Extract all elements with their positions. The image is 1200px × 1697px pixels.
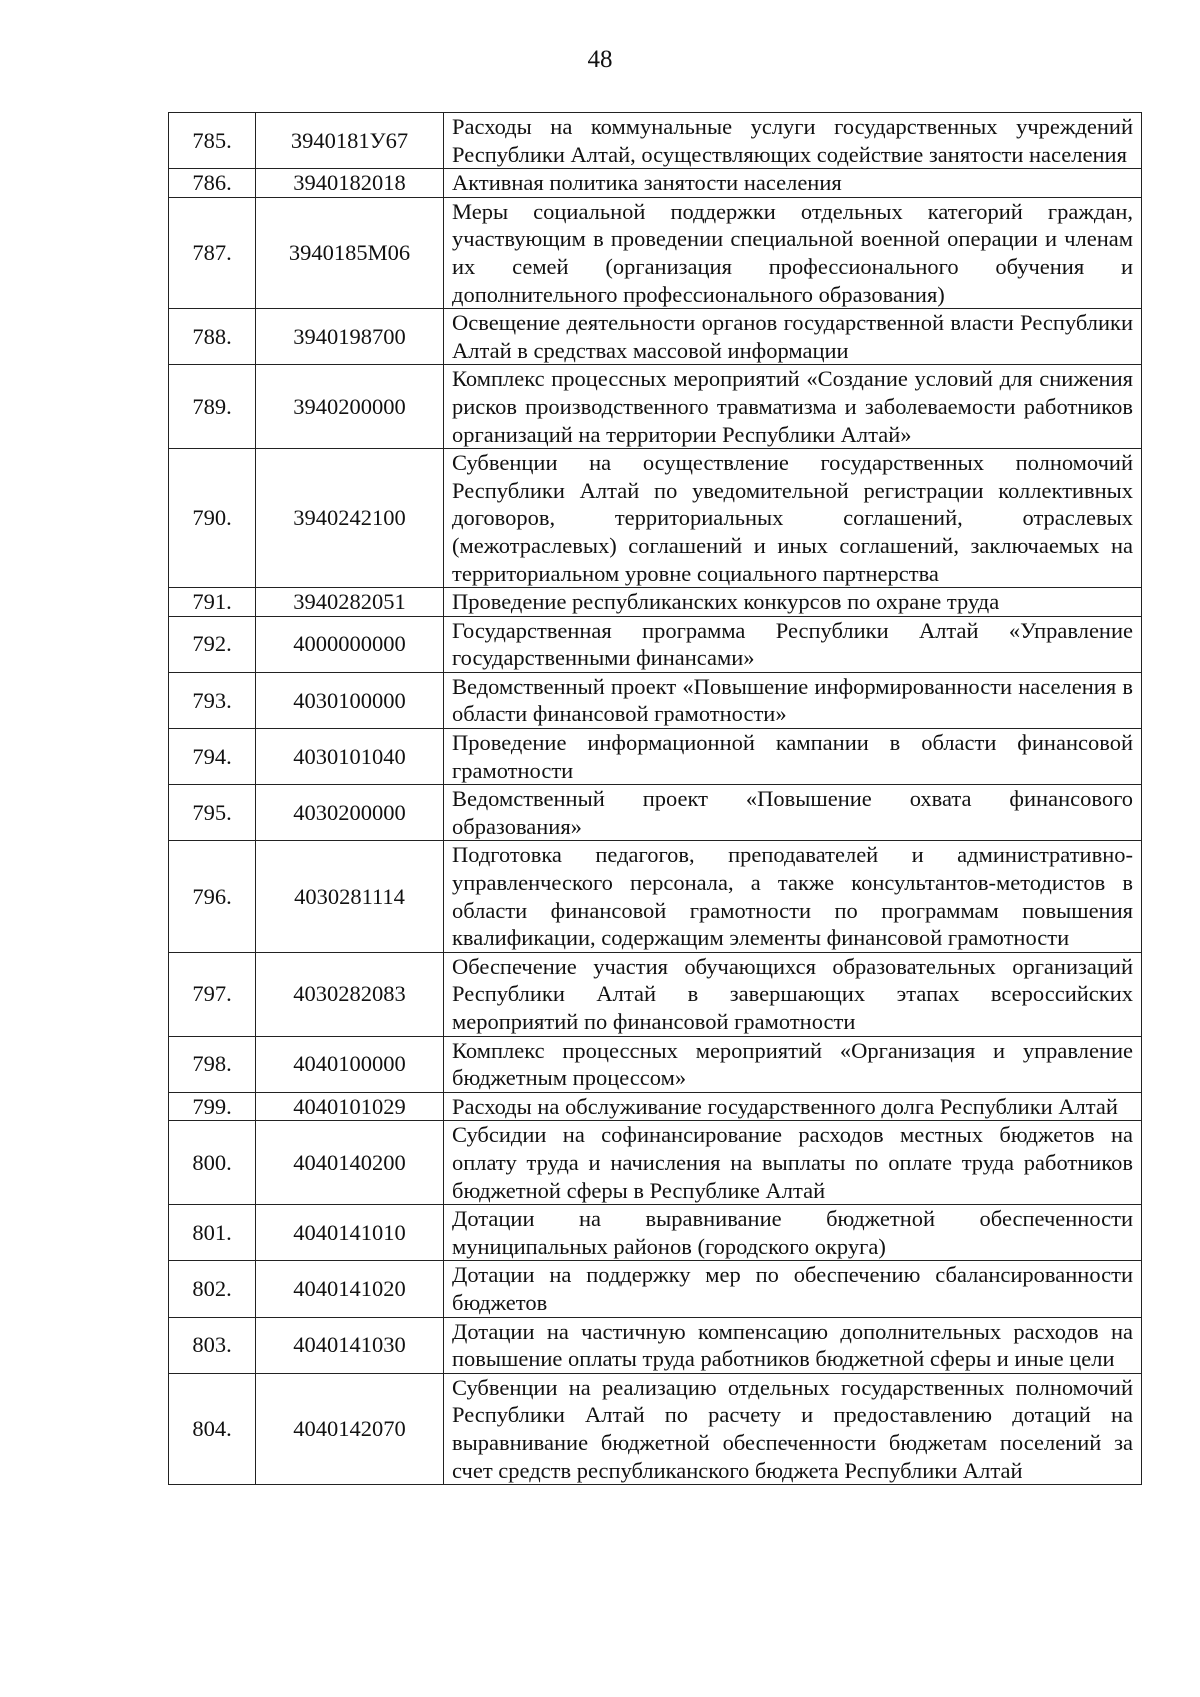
row-number: 799. <box>169 1092 256 1121</box>
table-row <box>169 672 1142 728</box>
expense-description: Дотации на частичную компенсацию дополнительных расходов на повышение оплаты труда работников бюджетной сферы и иные цели <box>444 1317 1142 1373</box>
expense-description: Ведомственный проект «Повышение информированности населения в области финансовой грамотности» <box>444 672 1142 728</box>
row-number: 804. <box>169 1373 256 1484</box>
target-article-code: 4040140200 <box>256 1121 444 1205</box>
row-number: 795. <box>169 785 256 841</box>
expense-description: Дотации на выравнивание бюджетной обеспеченности муниципальных районов (городского округа) <box>444 1205 1142 1261</box>
row-number: 785. <box>169 113 256 169</box>
expense-description: Меры социальной поддержки отдельных категорий граждан, участвующим в проведении специальной военной операции и членам их семей (организация профессионального обучения и дополнительного профессионального образования) <box>444 197 1142 308</box>
page-number: 48 <box>587 46 613 73</box>
table-row <box>169 952 1142 1036</box>
row-number: 800. <box>169 1121 256 1205</box>
target-article-code: 4000000000 <box>256 616 444 672</box>
row-number: 803. <box>169 1317 256 1373</box>
table-row <box>169 1121 1142 1205</box>
table-row <box>169 113 1142 169</box>
table-row <box>169 729 1142 785</box>
expense-description: Государственная программа Республики Алтай «Управление государственными финансами» <box>444 616 1142 672</box>
expense-description: Комплекс процессных мероприятий «Организация и управление бюджетным процессом» <box>444 1036 1142 1092</box>
row-number: 796. <box>169 841 256 952</box>
expense-description: Расходы на коммунальные услуги государственных учреждений Республики Алтай, осуществляющих содействие занятости населения <box>444 113 1142 169</box>
row-number: 802. <box>169 1261 256 1317</box>
target-article-code: 4040141020 <box>256 1261 444 1317</box>
row-number: 788. <box>169 309 256 365</box>
table-row <box>169 616 1142 672</box>
expense-description: Расходы на обслуживание государственного долга Республики Алтай <box>444 1092 1142 1121</box>
table-row <box>169 169 1142 198</box>
table-row <box>169 1261 1142 1317</box>
expense-description: Проведение информационной кампании в области финансовой грамотности <box>444 729 1142 785</box>
table-row <box>169 841 1142 952</box>
table-row <box>169 309 1142 365</box>
target-article-code: 4030101040 <box>256 729 444 785</box>
expense-description: Дотации на поддержку мер по обеспечению сбалансированности бюджетов <box>444 1261 1142 1317</box>
row-number: 797. <box>169 952 256 1036</box>
row-number: 791. <box>169 588 256 617</box>
target-article-code: 3940200000 <box>256 365 444 449</box>
table-row <box>169 1092 1142 1121</box>
expense-description: Подготовка педагогов, преподавателей и административно-управленческого персонала, а также консультантов-методистов в области финансовой грамотности по программам повышения квалификации, содержащим элементы финансовой грамотности <box>444 841 1142 952</box>
table-row <box>169 588 1142 617</box>
expense-description: Обеспечение участия обучающихся образовательных организаций Республики Алтай в завершающих этапах всероссийских мероприятий по финансовой грамотности <box>444 952 1142 1036</box>
target-article-code: 3940242100 <box>256 449 444 588</box>
row-number: 787. <box>169 197 256 308</box>
target-article-code: 4040142070 <box>256 1373 444 1484</box>
target-article-code: 4030100000 <box>256 672 444 728</box>
expense-description: Комплекс процессных мероприятий «Создание условий для снижения рисков производственного травматизма и заболеваемости работников организаций на территории Республики Алтай» <box>444 365 1142 449</box>
table-row <box>169 1036 1142 1092</box>
target-article-code: 3940282051 <box>256 588 444 617</box>
target-article-code: 4040101029 <box>256 1092 444 1121</box>
expense-description: Субвенции на реализацию отдельных государственных полномочий Республики Алтай по расчету и предоставлению дотаций на выравнивание бюджетной обеспеченности бюджетам поселений за счет средств республиканского бюджета Республики Алтай <box>444 1373 1142 1484</box>
expense-description: Субвенции на осуществление государственных полномочий Республики Алтай по уведомительной регистрации коллективных договоров, территориальных соглашений, отраслевых (межотраслевых) соглашений и иных соглашений, заключаемых на территориальном уровне социального партнерства <box>444 449 1142 588</box>
table-row <box>169 197 1142 308</box>
table-row <box>169 1205 1142 1261</box>
budget-classification-table <box>168 112 1142 1485</box>
table-row <box>169 449 1142 588</box>
row-number: 792. <box>169 616 256 672</box>
table-row <box>169 1373 1142 1484</box>
table-row <box>169 785 1142 841</box>
expense-description: Активная политика занятости населения <box>444 169 1142 198</box>
expense-description: Ведомственный проект «Повышение охвата финансового образования» <box>444 785 1142 841</box>
expense-description: Проведение республиканских конкурсов по охране труда <box>444 588 1142 617</box>
target-article-code: 3940181У67 <box>256 113 444 169</box>
table-row <box>169 365 1142 449</box>
target-article-code: 3940198700 <box>256 309 444 365</box>
row-number: 789. <box>169 365 256 449</box>
target-article-code: 4040100000 <box>256 1036 444 1092</box>
row-number: 790. <box>169 449 256 588</box>
target-article-code: 3940185М06 <box>256 197 444 308</box>
expense-description: Субсидии на софинансирование расходов местных бюджетов на оплату труда и начисления на выплаты по оплате труда работников бюджетной сферы в Республике Алтай <box>444 1121 1142 1205</box>
expense-description: Освещение деятельности органов государственной власти Республики Алтай в средствах массовой информации <box>444 309 1142 365</box>
target-article-code: 4040141030 <box>256 1317 444 1373</box>
row-number: 794. <box>169 729 256 785</box>
row-number: 793. <box>169 672 256 728</box>
target-article-code: 4030281114 <box>256 841 444 952</box>
target-article-code: 4030282083 <box>256 952 444 1036</box>
row-number: 801. <box>169 1205 256 1261</box>
target-article-code: 4040141010 <box>256 1205 444 1261</box>
row-number: 798. <box>169 1036 256 1092</box>
table-row <box>169 1317 1142 1373</box>
row-number: 786. <box>169 169 256 198</box>
target-article-code: 4030200000 <box>256 785 444 841</box>
target-article-code: 3940182018 <box>256 169 444 198</box>
